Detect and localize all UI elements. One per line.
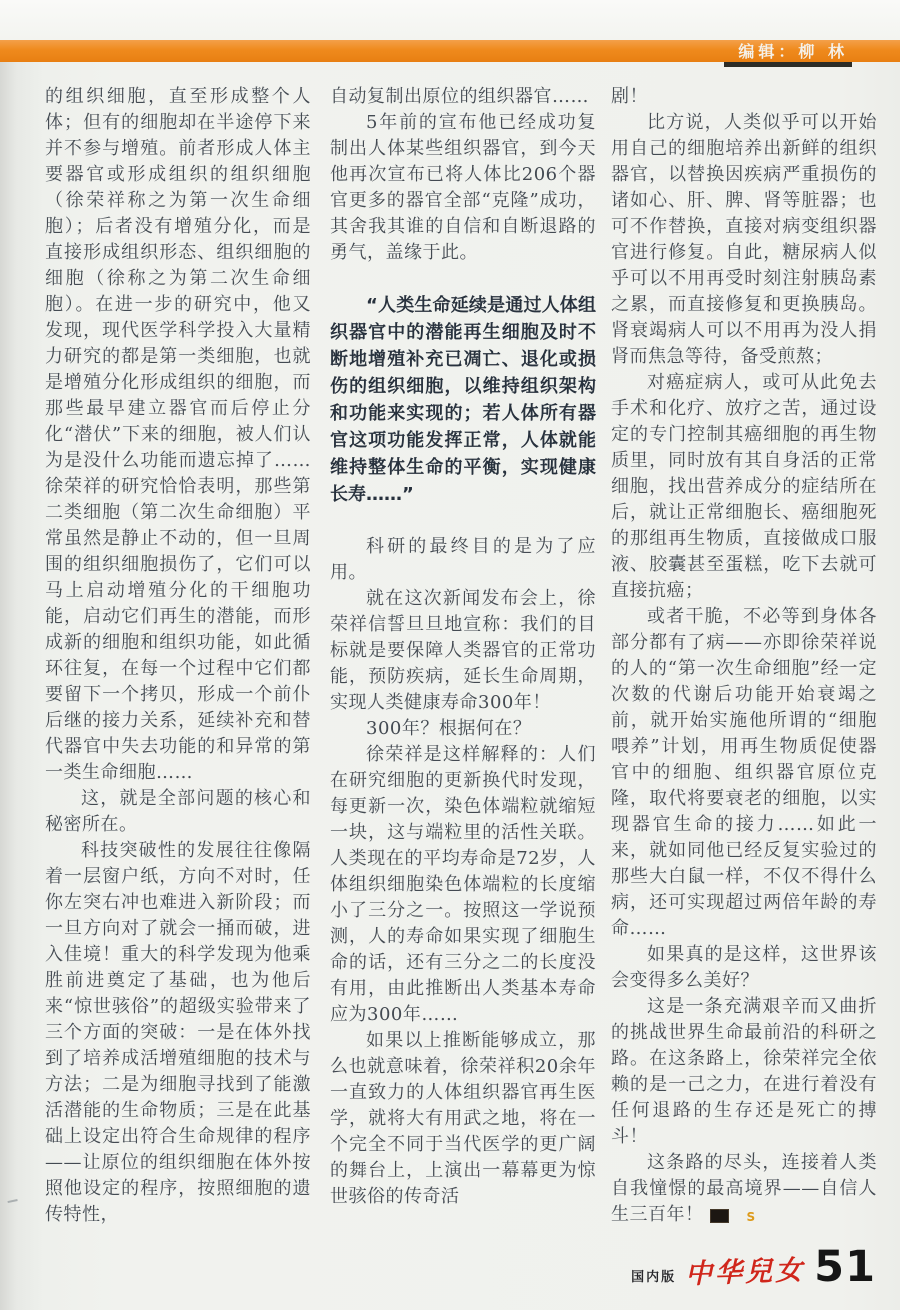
paragraph-text: 这条路的尽头，连接着人类自我憧憬的最高境界——自信人生三百年！ xyxy=(611,1152,877,1225)
paragraph: 徐荣祥是这样解释的：人们在研究细胞的更新换代时发现，每更新一次，染色体端粒就缩短一块，这与端粒里的活性关联。人类现在的平均寿命是72岁，人体组织细胞染色体端粒的长度缩小了三分之一。按照这一学说预测，人的寿命如果实现了细胞生命的话，还有三分之二的长度没有用，由此推断出人类基本寿命应为300年…… xyxy=(330,744,596,1025)
page-top-margin xyxy=(0,0,900,40)
paragraph: 如果以上推断能够成立，那么也就意味着，徐荣祥积20余年一直致力的人体组织器官再生医学，就将大有用武之地，将在一个完全不同于当代医学的更广阔的舞台上，上演出一幕幕更为惊世骇俗的传奇活 xyxy=(330,1030,596,1207)
paragraph: 这是一条充满艰辛而又曲折的挑战世界生命最前沿的科研之路。在这条路上，徐荣祥完全依赖的是一己之力，在进行着没有任何退路的生存还是死亡的搏斗！ xyxy=(611,996,877,1147)
magazine-logo: 中华兒女 xyxy=(684,1254,806,1291)
text-column-left xyxy=(45,84,311,1228)
paragraph: 剧！ xyxy=(611,86,648,107)
paragraph: 比方说，人类似乎可以开始用自己的细胞培养出新鲜的组织器官，以替换因疾病严重损伤的诸如心、肝、脾、肾等脏器；也可不作替换，直接对病变组织器官进行修复。自此，糖尿病人似乎可以不用再受时刻注射胰岛素之累，而直接修复和更换胰岛。肾衰竭病人可以不用再为没人捐肾而焦急等待，备受煎熬； xyxy=(611,112,877,367)
paragraph: 或者干脆，不必等到身体各部分都有了病——亦即徐荣祥说的人的“第一次生命细胞”经一定次数的代谢后功能开始衰竭之前，就开始实施他所谓的“细胞喂养”计划，用再生物质促使器官中的细胞、组织器官原位克隆，取代将要衰老的细胞，以实现器官生命的接力……如此一来，就如同他已经反复实验过的那些大白鼠一样，不仅不得什么病，还可实现超过两倍年龄的寿命…… xyxy=(611,606,877,939)
paragraph: 这，就是全部问题的核心和秘密所在。 xyxy=(45,788,311,835)
paragraph: 科技突破性的发展往往像隔着一层窗户纸，方向不对时，任你左突右冲也难进入新阶段；而一旦方向对了就会一捅而破，进入佳境！重大的科学发现为他乘胜前进奠定了基础，也为他后来“惊世骇俗”的超级实验带来了三个方面的突破：一是在体外找到了培养成活增殖细胞的技术与方法；二是为细胞寻找到了能激活潜能的生命物质；三是在此基础上设定出符合生命规律的程序——让原位的组织细胞在体外按照他设定的程序，按照细胞的遗传特性， xyxy=(45,840,311,1225)
page-footer xyxy=(631,1242,876,1292)
text-column-right xyxy=(611,84,877,1228)
editor-credit: 编辑：柳 林 xyxy=(738,42,848,61)
paragraph: 就在这次新闻发布会上，徐荣祥信誓旦旦地宣称：我们的目标就是要保障人类器官的正常功能，预防疾病，延长生命周期，实现人类健康寿命300年！ xyxy=(330,588,596,713)
paragraph: 对癌症病人，或可从此免去手术和化疗、放疗之苦，通过设定的专门控制其癌细胞的再生物质里，同时放有其自身活的正常细胞，找出营养成分的症结所在后，就让正常细胞长、癌细胞死的那组再生物质，直接做成口服液、胶囊甚至蛋糕，吃下去就可直接抗癌； xyxy=(611,372,877,601)
paragraph: 如果真的是这样，这世界该会变得多么美好？ xyxy=(611,944,877,991)
paragraph: 的组织细胞，直至形成整个人体；但有的细胞却在半途停下来并不参与增殖。前者形成人体主要器官或形成组织的组织细胞（徐荣祥称之为第一次生命细胞）；后者没有增殖分化，而是直接形成组织形态、组织细胞的细胞（徐称之为第二次生命细胞）。在进一步的研究中，他又发现，现代医学科学投入大量精力研究的都是第一类细胞，也就是增殖分化形成组织的细胞，而那些最早建立器官而后停止分化“潜伏”下来的细胞，被人们认为是没什么功能而遗忘掉了……徐荣祥的研究恰恰表明，那些第二类细胞（第二次生命细胞）平常虽然是静止不动的，但一旦周围的组织细胞损伤了，它们可以马上启动增殖分化的干细胞功能，启动它们再生的潜能，而形成新的细胞和组织功能，如此循环往复，在每一个过程中它们都要留下一个拷贝，形成一个前仆后继的接力关系，延续补充和替代器官中失去功能的和异常的第一类生命细胞…… xyxy=(45,86,311,783)
margin-ink-speck xyxy=(7,1199,18,1207)
paragraph: 5年前的宣布他已经成功复制出人体某些组织器官，到今天他再次宣布已将人体比206个器官更多的器官全部“克隆”成功，其舍我其谁的自信和自断退路的勇气，盖缘于此。 xyxy=(330,112,596,263)
closing-paragraph xyxy=(611,1150,877,1228)
end-of-article-icon: S xyxy=(710,1209,729,1223)
paragraph: 自动复制出原位的组织器官…… xyxy=(330,86,589,107)
text-column-middle xyxy=(330,84,596,1210)
editor-underline-rule xyxy=(724,62,852,67)
page-number: 51 xyxy=(814,1242,876,1292)
paragraph: 300年？根据何在？ xyxy=(366,718,532,739)
edition-label: 国内版 xyxy=(631,1270,677,1285)
paragraph: 科研的最终目的是为了应用。 xyxy=(330,536,596,583)
pull-quote: “人类生命延续是通过人体组织器官中的潜能再生细胞及时不断地增殖补充已凋亡、退化或损伤的组织细胞，以维持组织架构和功能来实现的；若人体所有器官这项功能发挥正常，人体就能维持整体生命的平衡，实现健康长寿……” xyxy=(330,295,596,505)
